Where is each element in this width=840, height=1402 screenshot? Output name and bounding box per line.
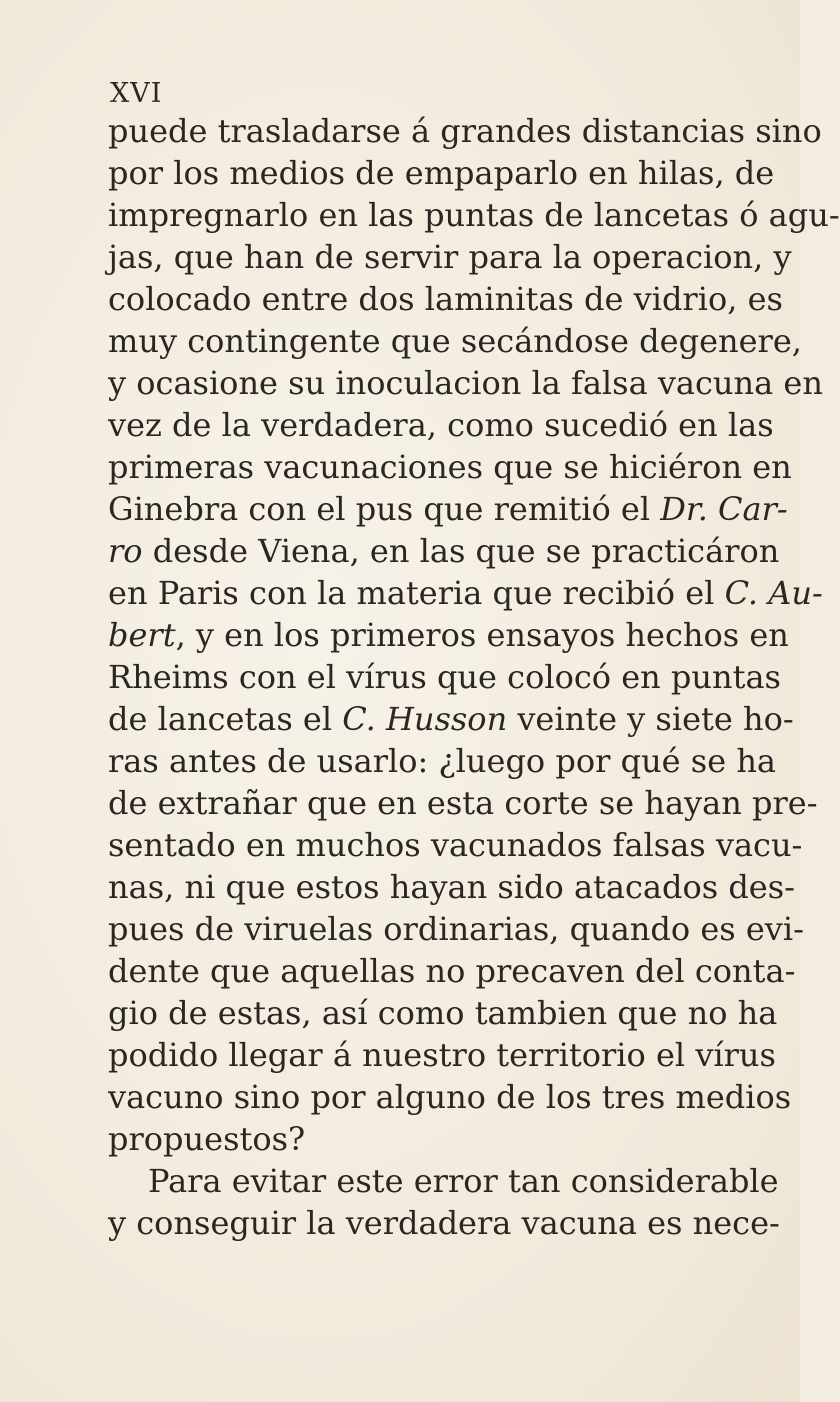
text-line: y conseguir la verdadera vacuna es nece-	[108, 1204, 780, 1242]
text-line: vez de la verdadera, como sucedió en las	[108, 406, 774, 444]
text-line: impregnarlo en las puntas de lancetas ó agu-	[108, 196, 840, 234]
text-line: de lancetas el C. Husson veinte y siete ho-	[108, 700, 794, 738]
text-line: pues de viruelas ordinarias, quando es evi-	[108, 910, 804, 948]
text-line: en Paris con la materia que recibió el C. Au-	[108, 574, 823, 612]
text-line: jas, que han de servir para la operacion, y	[108, 238, 792, 276]
text-line: de extrañar que en esta corte se hayan pre-	[108, 784, 818, 822]
text-line: ras antes de usarlo: ¿luego por qué se ha	[108, 742, 776, 780]
text-line: gio de estas, así como tambien que no ha	[108, 994, 778, 1032]
text-line: sentado en muchos vacunados falsas vacu-	[108, 826, 803, 864]
text-line: colocado entre dos laminitas de vidrio, es	[108, 280, 783, 318]
text-line: vacuno sino por alguno de los tres medios	[108, 1078, 792, 1116]
text-line: dente que aquellas no precaven del conta-	[108, 952, 796, 990]
text-line: ro desde Viena, en las que se practicáron	[108, 532, 780, 570]
text-line: propuestos?	[108, 1120, 306, 1158]
page-number: XVI	[110, 78, 163, 109]
text-line: podido llegar á nuestro territorio el vírus	[108, 1036, 776, 1074]
text-line: bert, y en los primeros ensayos hechos en	[108, 616, 789, 654]
text-line: nas, ni que estos hayan sido atacados des-	[108, 868, 795, 906]
text-line: Ginebra con el pus que remitió el Dr. Car-	[108, 490, 788, 528]
text-line: Para evitar este error tan considerable	[148, 1162, 779, 1200]
text-line: primeras vacunaciones que se hiciéron en	[108, 448, 792, 486]
text-line: puede trasladarse á grandes distancias sino	[108, 112, 822, 150]
body-text	[108, 110, 840, 1244]
text-line: y ocasione su inoculacion la falsa vacuna en	[108, 364, 823, 402]
text-line: por los medios de empaparlo en hilas, de	[108, 154, 775, 192]
text-line: Rheims con el vírus que colocó en puntas	[108, 658, 781, 696]
text-line: muy contingente que secándose degenere,	[108, 322, 802, 360]
